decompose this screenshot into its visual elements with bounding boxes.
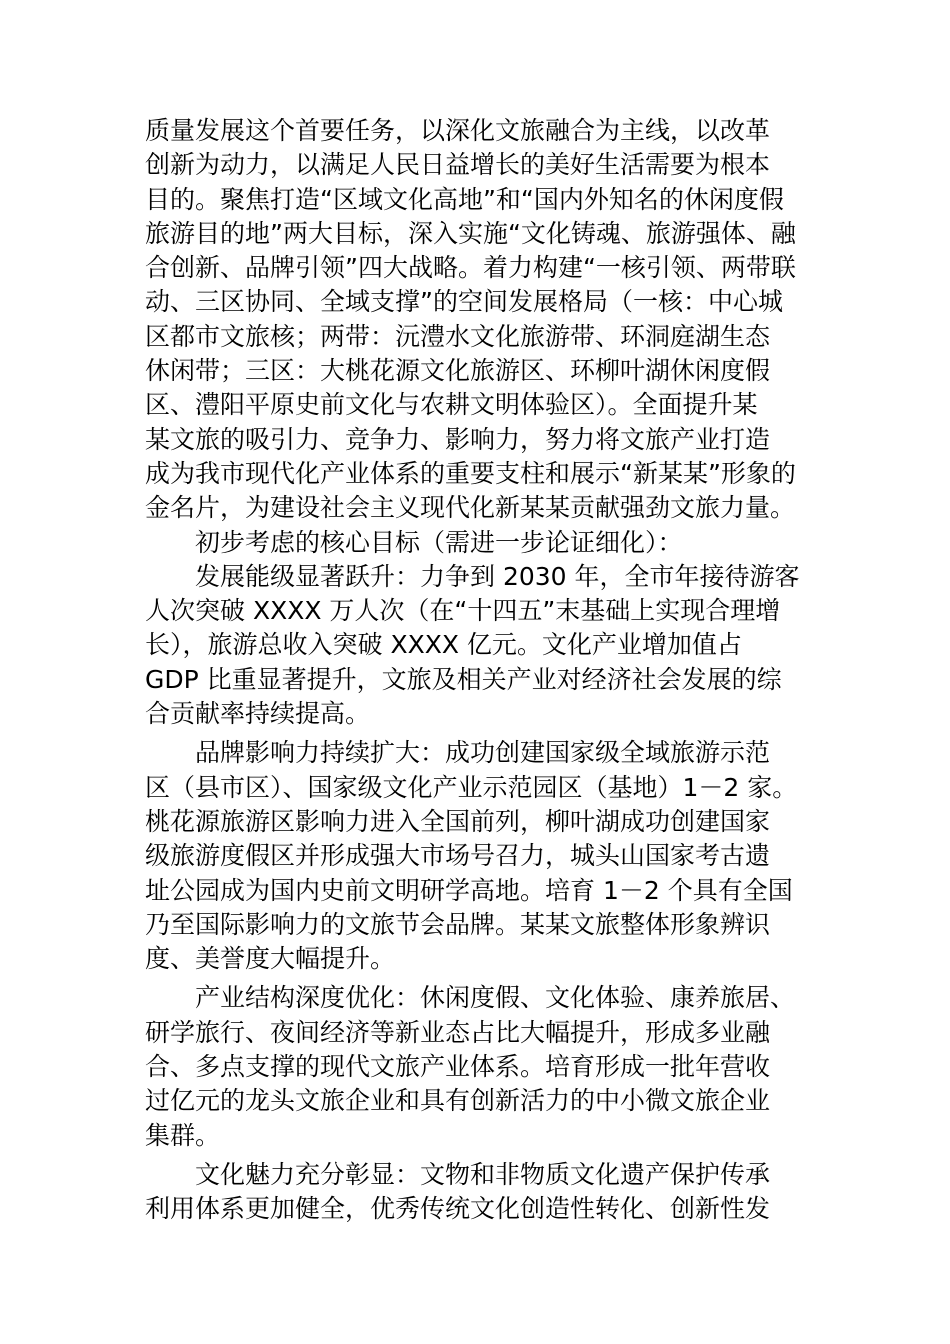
text-line: 某文旅的吸引力、竞争力、影响力，努力将文旅产业打造 [145,424,771,454]
text-line: 长），旅游总收入突破 XXXX 亿元。文化产业增加值占 [145,630,742,660]
paragraph-goal-development [145,560,817,731]
text-line: 动、三区协同、全域支撑”的空间发展格局（一核：中心城 [145,287,783,317]
paragraph-goal-brand [145,736,817,976]
text-line: 度、美誉度大幅提升。 [145,944,396,974]
text-line: 文化魅力充分彰显：文物和非物质文化遗产保护传承 [195,1159,771,1189]
text-line: 区（县市区）、国家级文化产业示范园区（基地）1－2 家。 [145,772,798,802]
paragraph-intro [145,114,817,526]
text-line: 集群。 [145,1120,221,1150]
text-line: 品牌影响力持续扩大：成功创建国家级全域旅游示范 [195,738,771,768]
text-line: 创新为动力，以满足人民日益增长的美好生活需要为根本 [145,150,771,180]
text-line: 级旅游度假区并形成强大市场号召力，城头山国家考古遗 [145,841,771,871]
text-line: 区都市文旅核；两带：沅澧水文化旅游带、环洞庭湖生态 [145,321,771,351]
text-line: 利用体系更加健全，优秀传统文化创造性转化、创新性发 [145,1194,771,1224]
text-line: 人次突破 XXXX 万人次（在“十四五”末基础上实现合理增 [145,596,781,626]
text-line: 休闲带；三区：大桃花源文化旅游区、环柳叶湖休闲度假 [145,356,771,386]
text-line: 址公园成为国内史前文明研学高地。培育 1－2 个具有全国 [145,875,793,905]
text-line: 过亿元的龙头文旅企业和具有创新活力的中小微文旅企业 [145,1086,771,1116]
text-line: 合创新、品牌引领”四大战略。着力构建“一核引领、两带联 [145,253,796,283]
text-line: GDP 比重显著提升，文旅及相关产业对经济社会发展的综 [145,664,782,694]
paragraph-core-goals-heading [145,526,817,560]
text-line: 成为我市现代化产业体系的重要支柱和展示“新某某”形象的 [145,458,796,488]
paragraph-goal-structure [145,981,817,1152]
text-line: 桃花源旅游区影响力进入全国前列，柳叶湖成功创建国家 [145,806,771,836]
text-line: 产业结构深度优化：休闲度假、文化体验、康养旅居、 [195,983,796,1013]
text-line: 区、澧阳平原史前文化与农耕文明体验区）。全面提升某 [145,390,758,420]
text-line: 金名片，为建设社会主义现代化新某某贡献强劲文旅力量。 [145,493,796,523]
text-line: 合贡献率持续提高。 [145,699,371,729]
text-line: 目的。聚焦打造“区域文化高地”和“国内外知名的休闲度假 [145,184,784,214]
document-body [145,114,817,1227]
text-line: 研学旅行、夜间经济等新业态占比大幅提升，形成多业融 [145,1017,771,1047]
text-line: 合、多点支撑的现代文旅产业体系。培育形成一批年营收 [145,1052,771,1082]
text-line: 发展能级显著跃升：力争到 2030 年，全市年接待游客 [195,561,800,591]
text-line: 乃至国际影响力的文旅节会品牌。某某文旅整体形象辨识 [145,909,771,939]
text-line: 旅游目的地”两大目标，深入实施“文化铸魂、旅游强体、融 [145,218,796,248]
text-line: 初步考虑的核心目标（需进一步论证细化）： [195,527,683,557]
text-line: 质量发展这个首要任务，以深化文旅融合为主线，以改革 [145,116,771,145]
paragraph-goal-culture [145,1158,817,1227]
